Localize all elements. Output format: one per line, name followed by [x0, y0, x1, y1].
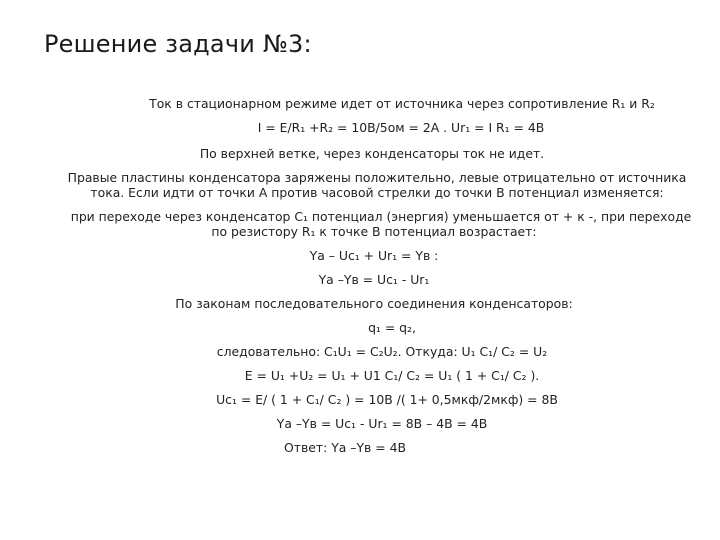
text-line-4: Правые пластины конденсатора заряжены положительно, левые отрицательно от источника: [67, 170, 687, 185]
text-line-8: Υa – Uc₁ + Ur₁ = Υв :: [309, 248, 439, 263]
text-line-16: Ответ: Υa –Υв = 4В: [283, 440, 407, 455]
text-line-2: I = E/R₁ +R₂ = 10В/5ом = 2А . Ur₁ = I R₁ = 4В: [257, 120, 545, 135]
text-line-12: следовательно: C₁U₁ = C₂U₂. Откуда: U₁ C₁/ C₂ = U₂: [216, 344, 548, 359]
text-line-15: Υa –Υв = Uc₁ - Ur₁ = 8В – 4В = 4В: [276, 416, 488, 431]
text-line-6: при переходе через конденсатор С₁ потенциал (энергия) уменьшается от + к -, при переходе: [70, 209, 692, 224]
slide-title: Решение задачи №3:: [44, 30, 312, 58]
solution-text: [52, 96, 692, 455]
text-line-14: Uc₁ = E/ ( 1 + C₁/ C₂ ) = 10В /( 1+ 0,5мкф/2мкф) = 8В: [216, 392, 558, 407]
text-line-5: тока. Если идти от точки А против часовой стрелки до точки В потенциал изменяется:: [90, 185, 664, 200]
text-line-13: E = U₁ +U₂ = U₁ + U1 C₁/ C₂ = U₁ ( 1 + C₁/ C₂ ).: [244, 368, 540, 383]
text-line-10: По законам последовательного соединения конденсаторов:: [175, 296, 573, 311]
text-line-1: Ток в стационарном режиме идет от источника через сопротивление R₁ и R₂: [149, 96, 655, 111]
text-line-9: Υa –Υв = Uc₁ - Ur₁: [318, 272, 430, 287]
text-line-11: q₁ = q₂,: [368, 320, 416, 335]
text-line-3: По верхней ветке, через конденсаторы ток не идет.: [199, 146, 545, 161]
text-line-7: по резистору R₁ к точке В потенциал возрастает:: [211, 224, 537, 239]
